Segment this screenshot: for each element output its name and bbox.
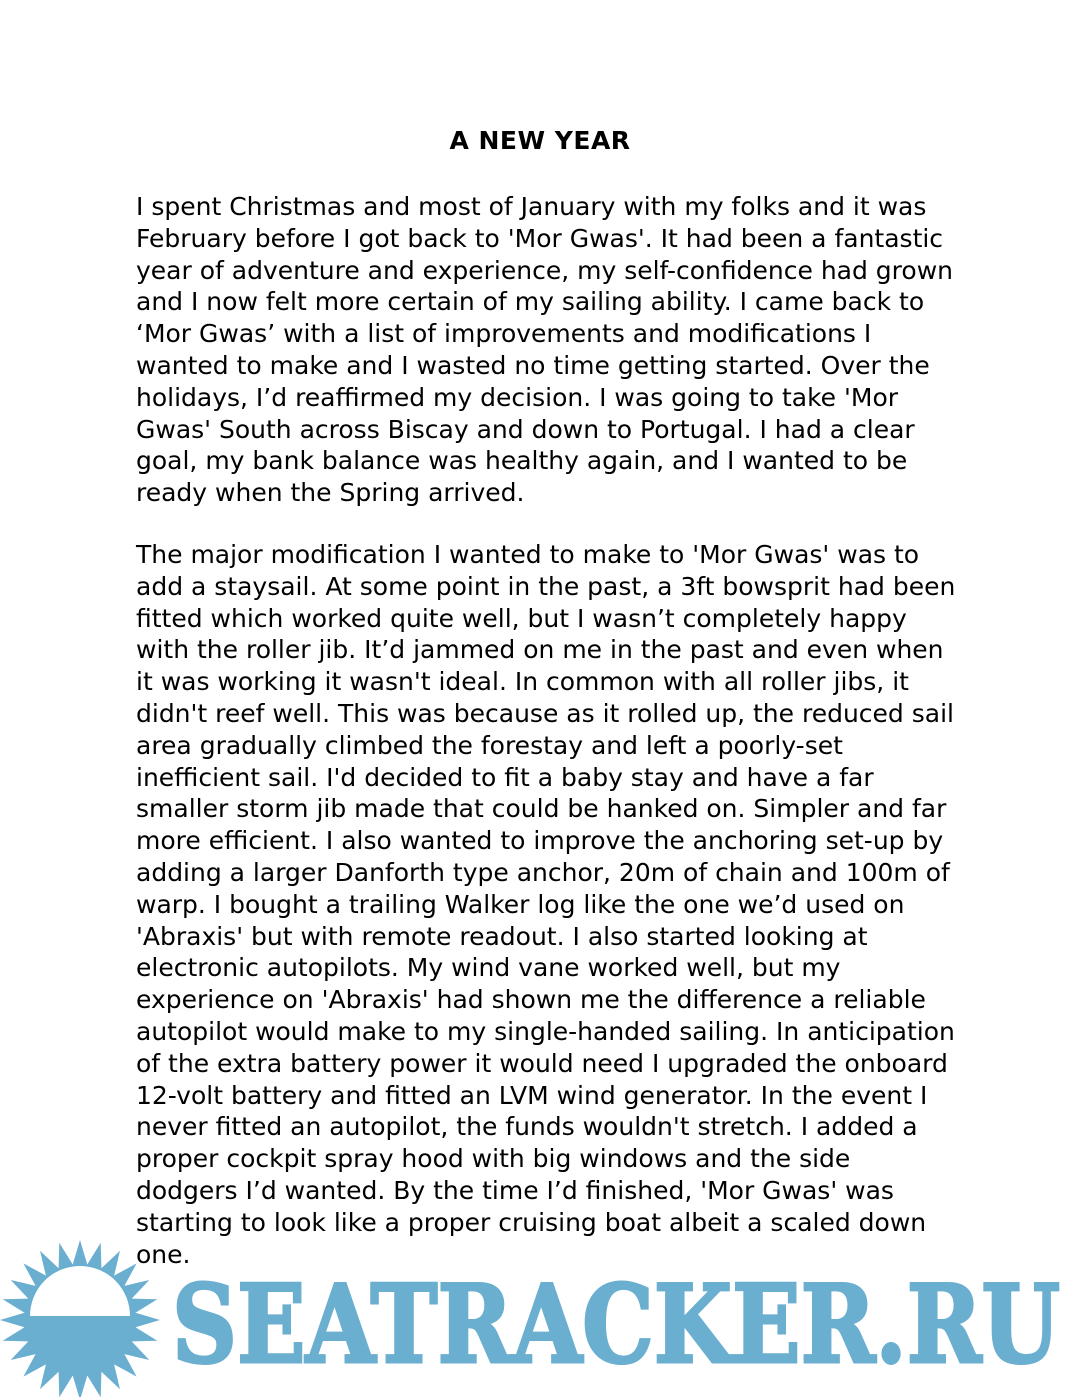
watermark <box>0 1236 1080 1397</box>
page-title: A NEW YEAR <box>449 126 631 155</box>
paragraph-1: I spent Christmas and most of January with my folks and it was February before I got back to 'Mor Gwas'. It had been a fantastic year of adventure and experience, my self-confidence had grown and I now felt more certain of my sailing ability. I came back to ‘Mor Gwas’ with a list of improvements and modifications I wanted to make and I wasted no time getting started. Over the holidays, I’d reaffirmed my decision. I was going to take 'Mor Gwas' South across Biscay and down to Portugal. I had a clear goal, my bank balance was healthy again, and I wanted to be ready when the Spring arrived. <box>136 192 953 508</box>
watermark-text: SEATRACKER.RU <box>172 1262 1060 1388</box>
sun-over-sea-icon <box>0 1240 160 1397</box>
paragraph-2: The major modification I wanted to make to 'Mor Gwas' was to add a staysail. At some point in the past, a 3ft bowsprit had been fitted which worked quite well, but I wasn’t completely happy with the roller jib. It’d jammed on me in the past and even when it was working it wasn't ideal. In common with all roller jibs, it didn't reef well. This was because as it rolled up, the reduced sail area gradually climbed the forestay and left a poorly-set inefficient sail. I'd decided to fit a baby stay and have a far smaller storm jib made that could be hanked on. Simpler and far more efficient. I also wanted to improve the anchoring set-up by adding a larger Danforth type anchor, 20m of chain and 100m of warp. I bought a trailing Walker log like the one we’d used on 'Abraxis' but with remote readout. I also started looking at electronic autopilots. My wind vane worked well, but my experience on 'Abraxis' had shown me the difference a reliable autopilot would make to my single-handed sailing. In anticipation of the extra battery power it would need I upgraded the onboard 12-volt battery and fitted an LVM wind generator. In the event I never fitted an autopilot, the funds wouldn't stretch. I added a proper cockpit spray hood with big windows and the side dodgers I’d wanted. By the time I’d finished, 'Mor Gwas' was starting to look like a proper cruising boat albeit a scaled down one. <box>136 540 956 1269</box>
